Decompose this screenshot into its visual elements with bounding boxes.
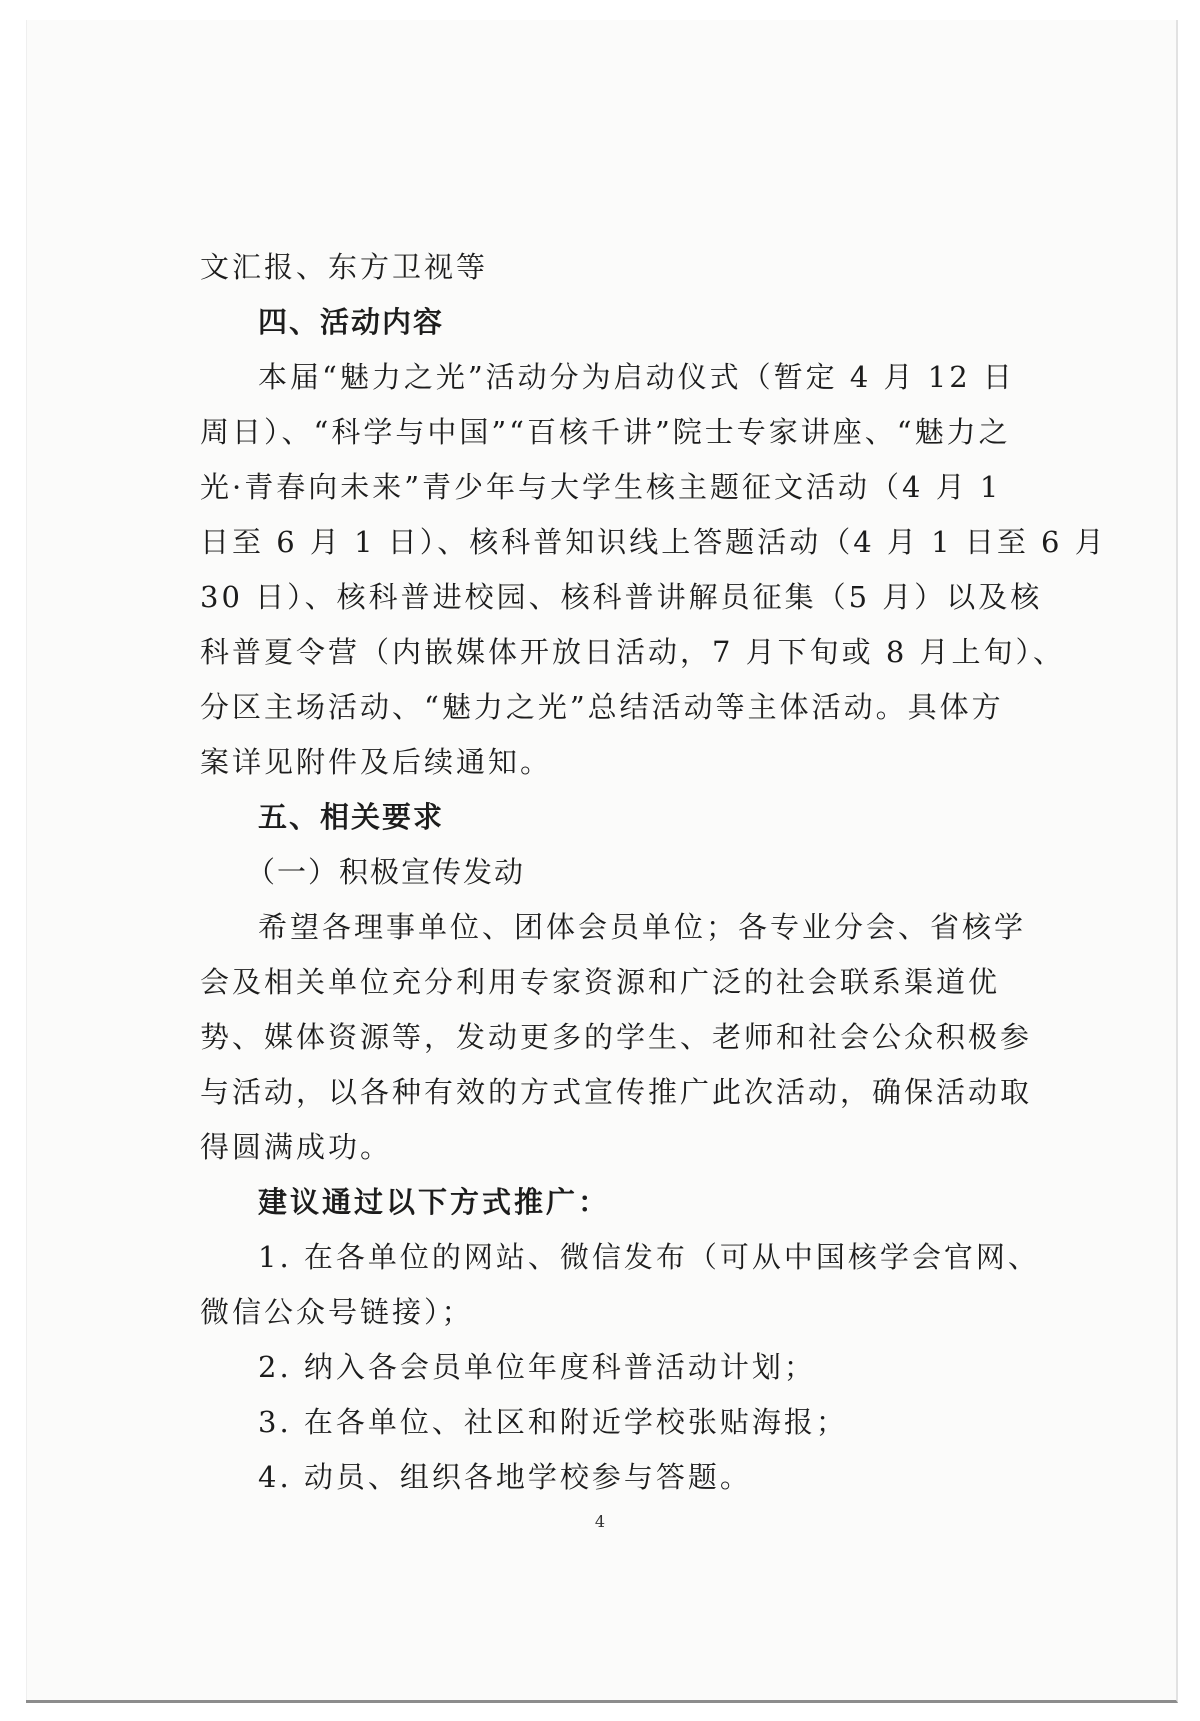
section-heading-activity-content: 四、活动内容 [258, 305, 445, 339]
text-line: 案详见附件及后续通知。 [200, 745, 553, 779]
page-number: 4 [594, 1512, 606, 1531]
text-line: 势、媒体资源等，发动更多的学生、老师和社会公众积极参 [200, 1020, 1033, 1054]
subsection-heading-publicity: （一）积极宣传发动 [246, 855, 526, 889]
text-line: 希望各理事单位、团体会员单位；各专业分会、省核学 [258, 910, 1027, 944]
text-line: 30 日）、核科普进校园、核科普讲解员征集（5 月）以及核 [200, 580, 1043, 614]
section-heading-requirements: 五、相关要求 [258, 800, 445, 834]
list-item: 2. 纳入各会员单位年度科普活动计划； [258, 1350, 816, 1384]
text-line: 日至 6 月 1 日）、核科普知识线上答题活动（4 月 1 日至 6 月 [200, 525, 1107, 559]
text-line: 得圆满成功。 [200, 1130, 393, 1164]
text-line: 本届“魅力之光”活动分为启动仪式（暂定 4 月 12 日 [258, 360, 1015, 394]
list-item-continuation: 微信公众号链接）； [200, 1295, 474, 1329]
text-line: 会及相关单位充分利用专家资源和广泛的社会联系渠道优 [200, 965, 1001, 999]
promotion-methods-heading: 建议通过以下方式推广： [258, 1185, 611, 1219]
list-item: 1. 在各单位的网站、微信发布（可从中国核学会官网、 [258, 1240, 1040, 1274]
list-item: 4. 动员、组织各地学校参与答题。 [258, 1460, 752, 1494]
text-line: 周日）、“科学与中国”“百核千讲”院士专家讲座、“魅力之 [200, 415, 1011, 449]
text-line: 科普夏令营（内嵌媒体开放日活动，7 月下旬或 8 月上旬）、 [200, 635, 1066, 669]
text-line: 光·青春向未来”青少年与大学生核主题征文活动（4 月 1 [200, 470, 1002, 504]
document-body [200, 240, 1107, 1505]
text-line: 与活动，以各种有效的方式宣传推广此次活动，确保活动取 [200, 1075, 1033, 1109]
text-line: 分区主场活动、“魅力之光”总结活动等主体活动。具体方 [200, 690, 1004, 724]
text-line: 文汇报、东方卫视等 [200, 250, 489, 284]
list-item: 3. 在各单位、社区和附近学校张贴海报； [258, 1405, 848, 1439]
